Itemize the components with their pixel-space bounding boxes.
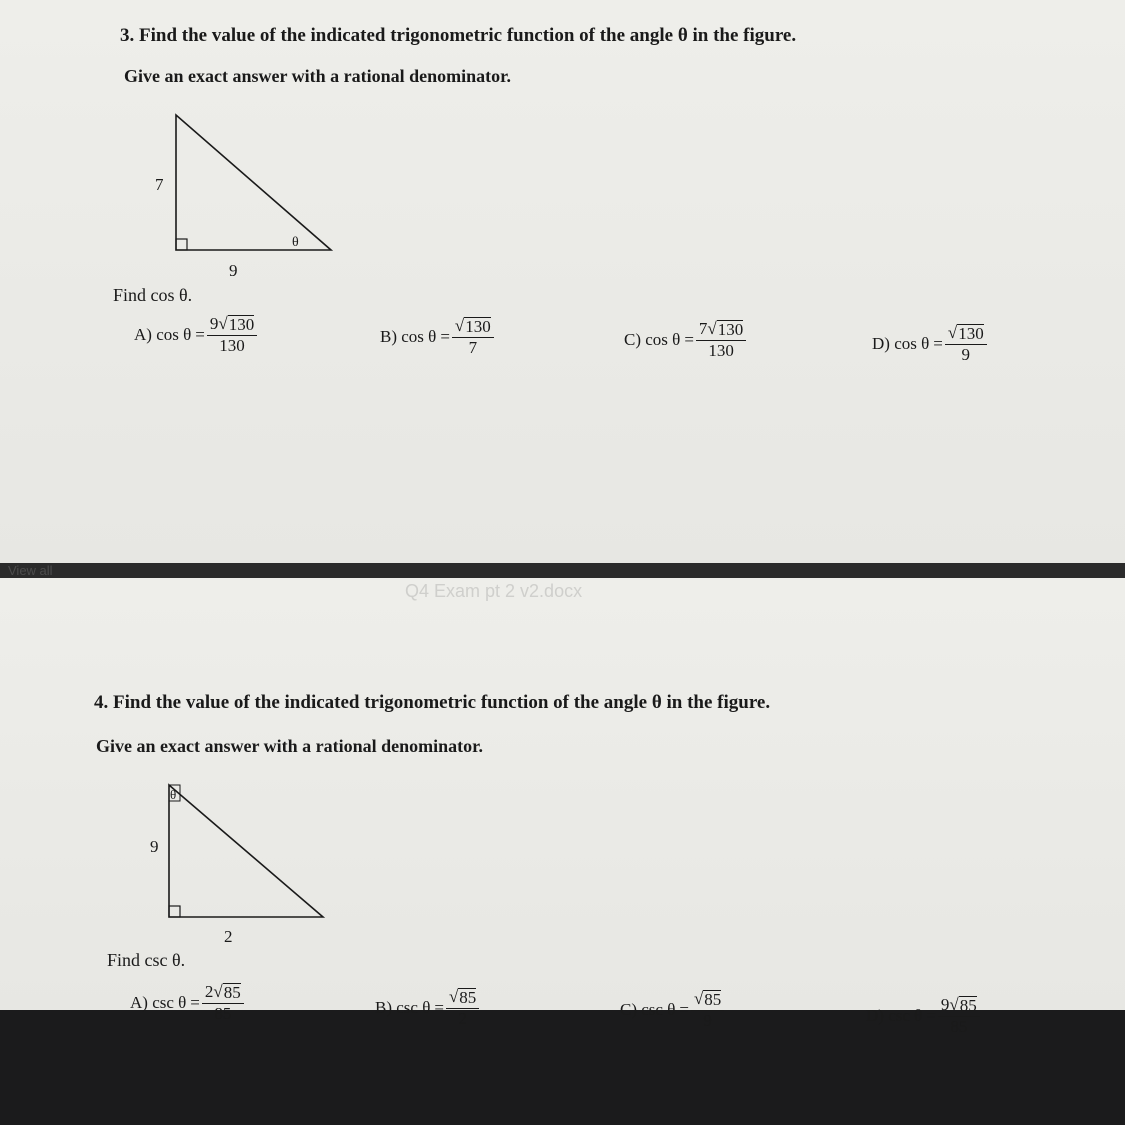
option-a-denominator: 85 [214,1003,232,1023]
question-3-prompt: Find cos θ. [113,285,193,305]
option-d-radicand: 85 [959,996,977,1015]
option-b-denominator: 2 [458,1008,467,1028]
side-horizontal-label: 9 [229,261,238,280]
option-a-fraction: 9 √ 130 130 [207,315,257,356]
question-4-triangle [0,578,1125,1010]
option-d-denominator: 85 [950,1016,968,1036]
option-c[interactable]: C) cos θ = 7 √ 130 130 [624,320,746,361]
option-a[interactable]: A) csc θ = 2 √ 85 85 [130,983,244,1024]
angle-theta-label: θ [292,235,299,250]
option-d-fraction: √ 130 9 [945,324,987,365]
triangle-outline [176,115,331,250]
option-c-fraction: 7 √ 130 130 [696,320,746,361]
option-d[interactable]: D) cos θ = √ 130 9 [872,324,987,365]
option-a-label: A) csc θ [130,993,187,1013]
view-all-link[interactable]: View all [8,563,53,578]
question-4-panel [0,578,1125,1036]
right-angle-marker [176,239,187,250]
option-d-label: D) cos θ [872,334,930,354]
question-4-prompt: Find csc θ. [107,950,186,970]
option-b-radicand: 130 [465,317,491,336]
option-b-label: B) csc θ [375,998,431,1018]
option-c-radicand: 130 [717,320,744,339]
option-b-fraction: √ 85 2 [446,988,479,1029]
option-a-label: A) cos θ [134,325,192,345]
option-a[interactable]: A) cos θ = 9 √ 130 130 [134,315,257,356]
question-4-heading: 4. Find the value of the indicated trigonometric function of the angle θ in the figure. [94,692,771,713]
option-c-denominator: 9 [703,1010,712,1030]
option-c-fraction: √ 85 9 [691,990,724,1031]
option-a-coefficient: 2 [204,982,214,1002]
ghost-document-title: Q4 Exam pt 2 v2.docx [405,581,583,601]
question-3-heading: 3. Find the value of the indicated trigonometric function of the angle θ in the figure. [120,25,797,46]
option-d-label: D) csc θ [866,1006,923,1026]
option-d-fraction: 9 √ 85 85 [938,996,980,1037]
option-c-denominator: 130 [708,340,734,360]
option-a-coefficient: 9 [209,314,219,334]
option-b-radicand: 85 [459,988,477,1007]
option-a-denominator: 130 [219,335,245,355]
side-vertical-label: 9 [150,837,159,856]
option-c-label: C) cos θ [624,330,681,350]
right-angle-marker [169,906,180,917]
option-d-coefficient: 9 [940,995,950,1015]
option-a-fraction: 2 √ 85 85 [202,983,244,1024]
option-c-coefficient: 7 [698,319,708,339]
triangle-outline [169,785,323,917]
option-c[interactable]: C) csc θ = √ 85 9 [620,990,724,1031]
option-d-denominator: 9 [961,344,971,364]
option-c-radicand: 85 [704,990,722,1009]
option-b-denominator: 7 [468,337,478,357]
side-vertical-label: 7 [155,175,164,194]
option-d[interactable]: D) csc θ = 9 √ 85 85 [866,996,980,1037]
option-a-radicand: 85 [223,983,241,1002]
option-d-radicand: 130 [958,324,984,343]
option-a-radicand: 130 [228,315,255,334]
question-3-instruction: Give an exact answer with a rational denominator. [124,66,511,86]
angle-theta-label: θ [170,787,177,802]
page-separator-strip [0,563,1125,578]
option-b[interactable]: B) cos θ = √ 130 7 [380,317,494,358]
option-b-label: B) cos θ [380,327,437,347]
option-c-label: C) csc θ [620,1000,676,1020]
side-horizontal-label: 2 [224,927,233,946]
option-b[interactable]: B) csc θ = √ 85 2 [375,988,479,1029]
option-b-fraction: √ 130 7 [452,317,494,358]
question-4-instruction: Give an exact answer with a rational denominator. [96,736,483,756]
